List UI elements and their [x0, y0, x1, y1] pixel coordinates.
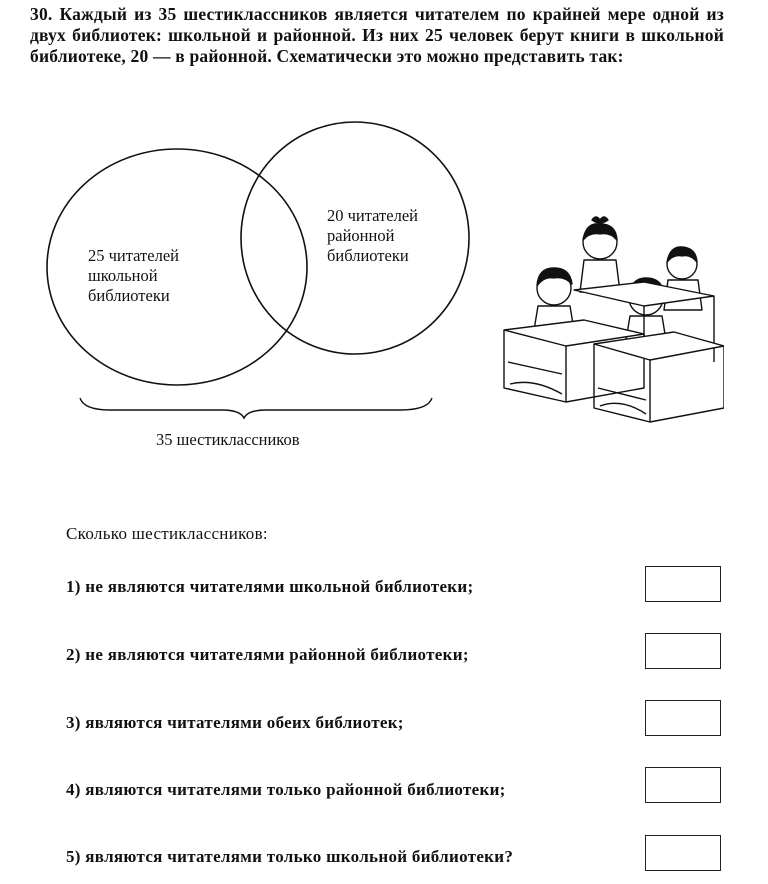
question-heading: Сколько шестиклассников: — [66, 524, 268, 543]
question-item-4: 4) являются читателями только районной библиотеки; — [66, 780, 506, 799]
answer-box-4[interactable] — [645, 767, 721, 803]
district-label-line-2: районной — [327, 226, 395, 245]
school-label-line-1: 25 читателей — [88, 246, 179, 265]
answer-box-3[interactable] — [645, 700, 721, 736]
district-label-line-3: библиотеки — [327, 246, 409, 265]
question-item-3: 3) являются читателями обеих библиотек; — [66, 713, 404, 732]
school-label-line-3: библиотеки — [88, 286, 170, 305]
brace-label: 35 шестиклассников — [156, 430, 300, 449]
problem-number: 30. — [30, 4, 53, 24]
answer-box-1[interactable] — [645, 566, 721, 602]
district-circle-label — [327, 206, 418, 266]
curly-brace — [80, 398, 432, 418]
problem-statement — [30, 4, 724, 67]
problem-text: Каждый из 35 шестиклассников является читателем по крайней мере одной из двух библиотек: школьной и районной. Из них 25 человек берут книги в школьной библиотеке, 20 — в районной. Схематически это можно представить так: — [30, 4, 724, 66]
district-label-line-1: 20 читателей — [327, 206, 418, 225]
school-circle-label — [88, 246, 179, 306]
question-item-5: 5) являются читателями только школьной библиотеки? — [66, 847, 514, 866]
answer-box-2[interactable] — [645, 633, 721, 669]
school-label-line-2: школьной — [88, 266, 158, 285]
pupils-at-desks-illustration — [494, 212, 724, 437]
question-item-2: 2) не являются читателями районной библиотеки; — [66, 645, 469, 664]
question-item-1: 1) не являются читателями школьной библиотеки; — [66, 577, 474, 596]
answer-box-5[interactable] — [645, 835, 721, 871]
